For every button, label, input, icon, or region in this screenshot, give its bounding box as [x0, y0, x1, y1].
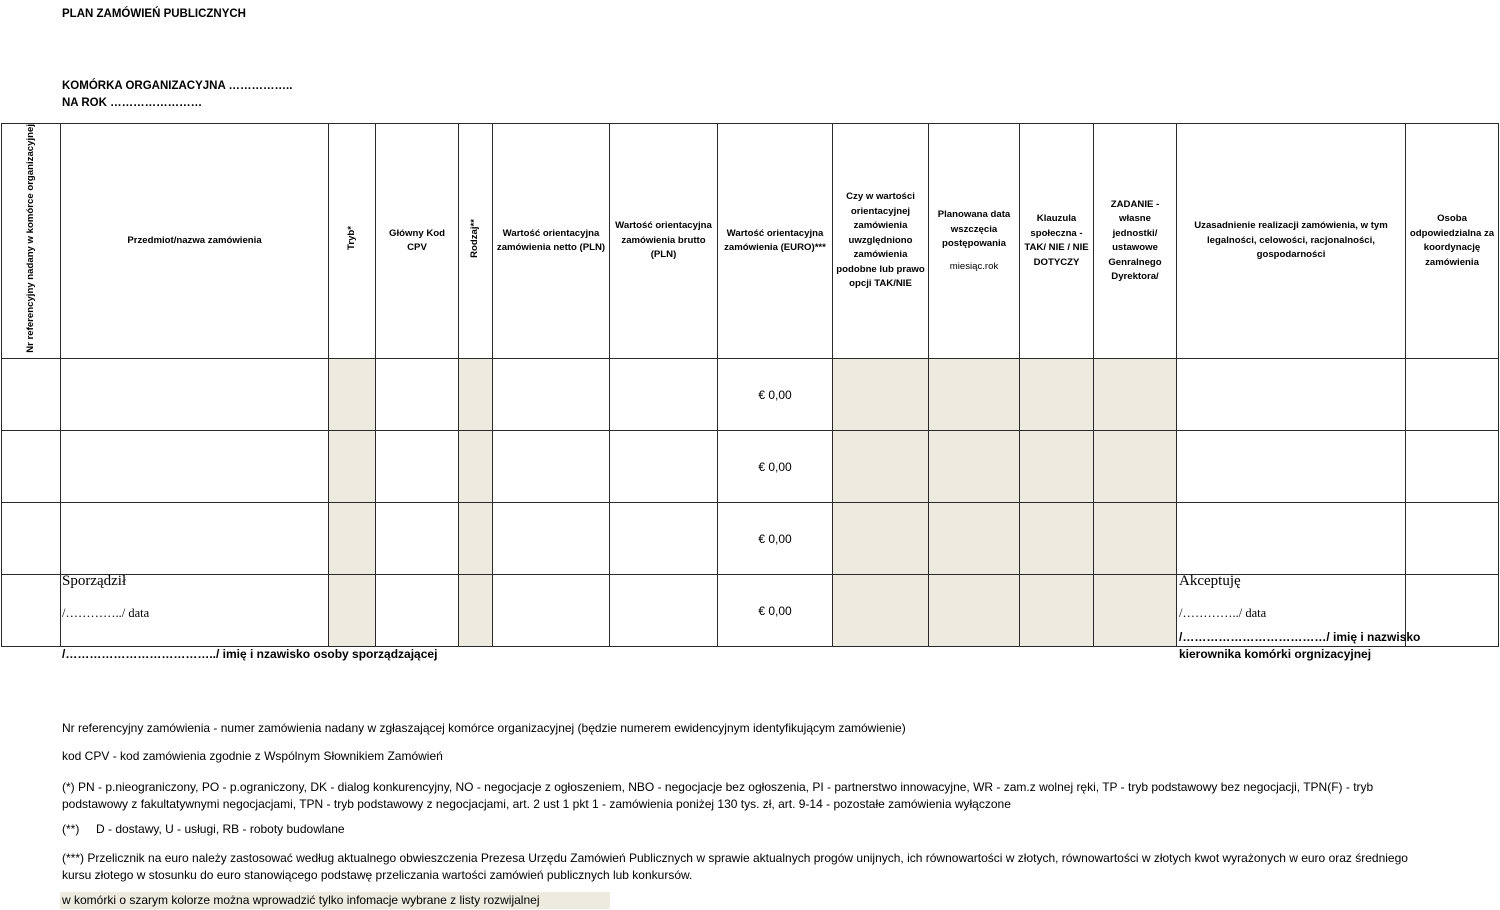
- prepared-by-title: Sporządził: [62, 573, 127, 589]
- cell-subject[interactable]: [61, 503, 329, 575]
- cell-social-clause[interactable]: [1020, 359, 1094, 431]
- cell-task[interactable]: [1094, 359, 1177, 431]
- cell-similar-orders[interactable]: [833, 575, 929, 647]
- cell-value-net[interactable]: [493, 431, 610, 503]
- cell-justification[interactable]: [1177, 503, 1406, 575]
- year-label: NA ROK ……………………: [62, 97, 203, 109]
- header-ref-number: Nr referencyjny nadany w komórce organizacyjnej: [2, 124, 61, 359]
- cell-planned-date[interactable]: [929, 359, 1020, 431]
- document-title: PLAN ZAMÓWIEŃ PUBLICZNYCH: [62, 8, 246, 20]
- table-row: [2, 503, 1499, 575]
- organizational-unit-label: KOMÓRKA ORGANIZACYJNA ……………..: [62, 80, 293, 92]
- note-euro: (***) Przelicznik na euro należy zastosować według aktualnego obwieszczenia Prezesa Urzędu Zamówień Publicznych w sprawie aktualnych progów unijnych, ich równowartości w złotych, równowartości w złotych kwot wyrażonych w euro oraz średniego kursu złotego w stosunku do euro stanowiącego podstawę przeliczania wartości zamówień publicznych lub konkursów.: [62, 851, 1408, 882]
- cell-mode[interactable]: [329, 359, 376, 431]
- note-type: (**) D - dostawy, U - usługi, RB - roboty budowlane: [62, 822, 345, 836]
- cell-task[interactable]: [1094, 503, 1177, 575]
- cell-social-clause[interactable]: [1020, 575, 1094, 647]
- cell-value-net[interactable]: [493, 575, 610, 647]
- table-row: [2, 431, 1499, 503]
- cell-planned-date[interactable]: [929, 431, 1020, 503]
- cell-value-euro[interactable]: € 0,00: [718, 359, 833, 431]
- cell-value-gross[interactable]: [610, 431, 718, 503]
- cell-cpv[interactable]: [376, 431, 459, 503]
- cell-value-net[interactable]: [493, 359, 610, 431]
- cell-cpv[interactable]: [376, 359, 459, 431]
- header-responsible-person: Osoba odpowiedzialna za koordynację zamówienia: [1406, 124, 1499, 359]
- cell-responsible-person[interactable]: [1406, 503, 1499, 575]
- cell-mode[interactable]: [329, 431, 376, 503]
- cell-ref-number[interactable]: [2, 503, 61, 575]
- header-type: Rodzaj**: [459, 124, 493, 359]
- table-header-row: [2, 124, 1499, 359]
- prepared-date-field[interactable]: /…………../ data: [62, 606, 150, 620]
- header-task: ZADANIE - własne jednostki/ ustawowe Genralnego Dyrektora/: [1094, 124, 1177, 359]
- planned-date-format-hint: miesiąc.rok: [949, 260, 999, 272]
- procurement-plan-table: [1, 123, 1499, 647]
- cell-social-clause[interactable]: [1020, 503, 1094, 575]
- cell-value-euro[interactable]: € 0,00: [718, 431, 833, 503]
- note-cpv: kod CPV - kod zamówienia zgodnie z Wspólnym Słownikiem Zamówień: [62, 749, 443, 763]
- cell-cpv[interactable]: [376, 503, 459, 575]
- cell-type[interactable]: [459, 503, 493, 575]
- accepted-name-field[interactable]: /………………………………/ imię i nazwisko kierownika komórki orgnizacyjnej: [1179, 630, 1421, 661]
- header-planned-date: Planowana data wszczęcia postępowania miesiąc.rok: [929, 124, 1020, 359]
- unit-info: [62, 78, 292, 112]
- header-subject: Przedmiot/nazwa zamówienia: [61, 124, 329, 359]
- cell-mode[interactable]: [329, 503, 376, 575]
- cell-similar-orders[interactable]: [833, 359, 929, 431]
- cell-social-clause[interactable]: [1020, 431, 1094, 503]
- note-mode: (*) PN - p.nieograniczony, PO - p.ograniczony, DK - dialog konkurencyjny, NO - negocjacje z ogłoszeniem, NBO - negocjacje bez ogłoszenia, PI - partnerstwo innowacyjne, WR - zam.z wolnej ręki, TP - tryb podstawowy bez negocjacji, TPN(F) - tryb podstawowy z fakultatywnymi negocjacjami, TPN - tryb podstawowy z negocjacjami, art. 2 ust 1 pkt 1 - zamówienia poniżej 130 tys. zł, art. 9-14 - pozostałe zamówienia wyłączone: [62, 780, 1374, 811]
- prepared-name-field[interactable]: /………………………………../ imię i nzawisko osoby sporządzającej: [62, 647, 438, 661]
- header-value-gross: Wartość orientacyjna zamówienia brutto (PLN): [610, 124, 718, 359]
- header-mode: Tryb*: [329, 124, 376, 359]
- cell-task[interactable]: [1094, 575, 1177, 647]
- cell-ref-number[interactable]: [2, 575, 61, 647]
- cell-value-gross[interactable]: [610, 575, 718, 647]
- cell-responsible-person[interactable]: [1406, 431, 1499, 503]
- header-cpv: Główny Kod CPV: [376, 124, 459, 359]
- accepted-date-field[interactable]: /…………../ data: [1179, 606, 1267, 620]
- cell-similar-orders[interactable]: [833, 503, 929, 575]
- header-value-euro: Wartość orientacyjna zamówienia (EURO)***: [718, 124, 833, 359]
- cell-justification[interactable]: [1177, 431, 1406, 503]
- cell-ref-number[interactable]: [2, 359, 61, 431]
- cell-mode[interactable]: [329, 575, 376, 647]
- cell-ref-number[interactable]: [2, 431, 61, 503]
- cell-task[interactable]: [1094, 431, 1177, 503]
- table-row: [2, 359, 1499, 431]
- grey-cells-legend: w komórki o szarym kolorze można wprowadzić tylko infomacje wybrane z listy rozwijalnej: [60, 892, 610, 909]
- cell-value-gross[interactable]: [610, 359, 718, 431]
- cell-responsible-person[interactable]: [1406, 359, 1499, 431]
- cell-planned-date[interactable]: [929, 575, 1020, 647]
- cell-cpv[interactable]: [376, 575, 459, 647]
- cell-value-net[interactable]: [493, 503, 610, 575]
- header-social-clause: Klauzula społeczna - TAK/ NIE / NIE DOTYCZY: [1020, 124, 1094, 359]
- cell-type[interactable]: [459, 431, 493, 503]
- cell-justification[interactable]: [1177, 359, 1406, 431]
- header-value-net: Wartość orientacyjna zamówienia netto (PLN): [493, 124, 610, 359]
- cell-type[interactable]: [459, 575, 493, 647]
- cell-similar-orders[interactable]: [833, 431, 929, 503]
- cell-value-euro[interactable]: € 0,00: [718, 503, 833, 575]
- cell-value-gross[interactable]: [610, 503, 718, 575]
- header-justification: Uzasadnienie realizacji zamówienia, w tym legalności, celowości, racjonalności, gospodarności: [1177, 124, 1406, 359]
- cell-planned-date[interactable]: [929, 503, 1020, 575]
- cell-subject[interactable]: [61, 359, 329, 431]
- note-ref-number: Nr referencyjny zamówienia - numer zamówienia nadany w zgłaszającej komórce organizacyjnej (będzie numerem ewidencyjnym identyfikującym zamówienie): [62, 721, 906, 735]
- accepted-by-title: Akceptuję: [1179, 573, 1241, 589]
- cell-type[interactable]: [459, 359, 493, 431]
- cell-value-euro[interactable]: € 0,00: [718, 575, 833, 647]
- cell-subject[interactable]: [61, 431, 329, 503]
- header-similar-orders: Czy w wartości orientacyjnej zamówienia uwzględniono zamówienia podobne lub prawo opcji TAK/NIE: [833, 124, 929, 359]
